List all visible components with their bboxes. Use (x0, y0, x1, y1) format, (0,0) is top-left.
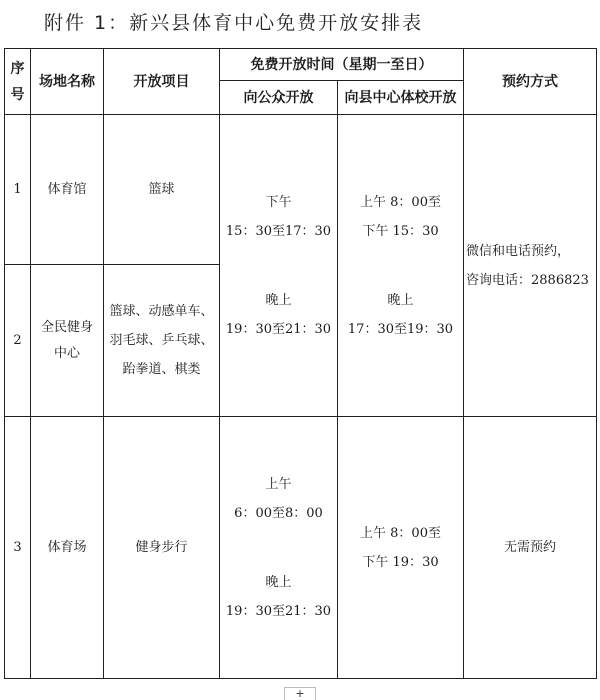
public-line-1: 下午 (265, 194, 292, 210)
school-line-4: 17：30至19：30 (347, 321, 454, 337)
items-line-2: 羽毛球、乒乓球、 (109, 333, 214, 348)
header-school: 向县中心体校开放 (338, 81, 464, 115)
row3-booking: 无需预约 (464, 417, 597, 679)
document-title: 附件 1：新兴县体育中心免费开放安排表 (44, 12, 424, 34)
public-line-2: 6：00至8：00 (234, 505, 323, 521)
row2-venue: 全民健身中心 (31, 265, 104, 417)
header-items: 开放项目 (104, 49, 220, 115)
add-button[interactable]: + (284, 687, 316, 700)
public-line-3: 晚上 (265, 574, 292, 590)
header-venue: 场地名称 (31, 49, 104, 115)
public-line-4: 19：30至21：30 (225, 321, 332, 337)
public-line-2: 15：30至17：30 (225, 223, 332, 239)
row1-venue: 体育馆 (31, 115, 104, 265)
header-seq: 序号 (5, 49, 31, 115)
row3-items: 健身步行 (104, 417, 220, 679)
school-line-2: 下午 19：30 (362, 554, 439, 570)
booking-line-2: 咨询电话：2886823 (466, 272, 589, 288)
row2-items (104, 265, 220, 417)
row1-items: 篮球 (104, 115, 220, 265)
table-row (5, 417, 597, 679)
table-row (5, 115, 597, 265)
row2-seq: 2 (5, 265, 31, 417)
header-free-time: 免费开放时间（星期一至日） (220, 49, 464, 81)
public-line-1: 上午 (265, 476, 292, 492)
public-hours-cell (220, 115, 338, 417)
row3-school-hours (338, 417, 464, 679)
public-line-4: 19：30至21：30 (225, 603, 332, 619)
school-line-1: 上午 8：00至 (360, 525, 441, 541)
school-hours-cell (338, 115, 464, 417)
row3-public-hours (220, 417, 338, 679)
items-line-3: 跆拳道、棋类 (122, 362, 201, 377)
row3-seq: 3 (5, 417, 31, 679)
school-line-2: 下午 15：30 (362, 223, 439, 239)
booking-cell-phone (464, 115, 597, 417)
public-line-3: 晚上 (265, 292, 292, 308)
school-line-1: 上午 8：00至 (360, 194, 441, 210)
schedule-table (4, 48, 597, 679)
row1-seq: 1 (5, 115, 31, 265)
header-booking: 预约方式 (464, 49, 597, 115)
row3-venue: 体育场 (31, 417, 104, 679)
header-public: 向公众开放 (220, 81, 338, 115)
school-line-3: 晚上 (387, 292, 414, 308)
booking-line-1: 微信和电话预约， (466, 243, 571, 259)
items-line-1: 篮球、动感单车、 (109, 304, 214, 319)
